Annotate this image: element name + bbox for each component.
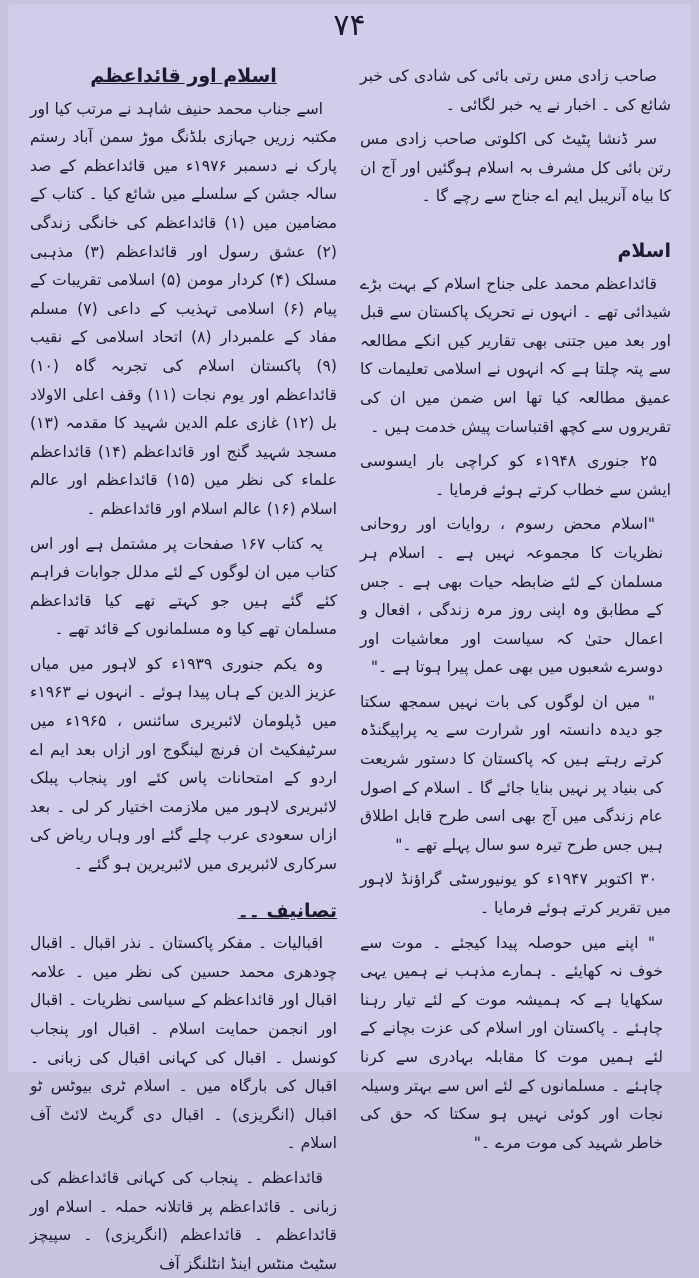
works-title: تصانیف ۔۔ bbox=[237, 899, 337, 922]
right-column bbox=[360, 62, 671, 1152]
speech-date-2: ۳۰ اکتوبر ۱۹۴۷ء کو یونیورسٹی گراؤنڈ لاہور میں تقریر کرتے ہوئے فرمایا ۔ bbox=[360, 870, 671, 918]
intro-paragraph: صاحب زادی مس رتی بائی کی شادی کی خبر شائع کی ۔ اخبار نے یہ خبر لگائی ۔ bbox=[360, 67, 671, 114]
book-summary: یہ کتاب ۱۶۷ صفحات پر مشتمل ہے اور اس کتاب میں ان لوگوں کے لئے مدلل جوابات فراہم کئے گئے ہیں جو کہتے تھے کیا قائداعظم مسلمان تھے کیا وہ مسلمانوں کے قائد تھے ۔ bbox=[30, 534, 337, 639]
book-title: اسلام اور قائداعظم bbox=[90, 65, 277, 87]
left-column bbox=[30, 62, 337, 1273]
author-biography: وہ یکم جنوری ۱۹۳۹ء کو لاہور میں میاں عزیز الدین کے ہاں پیدا ہوئے ۔ انہوں نے ۱۹۶۳ء میں ڈپلومان لائبریری سائنس ، ۱۹۶۵ء میں سرٹیفکیٹ ان فرنچ لینگوج اور ازاں بعد ایم اے اردو کے امتحانات پاس کئے اور پنجاب پبلک لائبریری لاہور میں ملازمت اختیار کر لی ۔ بعد ازاں سعودی عرب چلے گئے اور وہاں ریاض کی سرکاری لائبریری میں لائبریرین ہو گئے ۔ bbox=[30, 654, 337, 874]
speech-date-1: ۲۵ جنوری ۱۹۴۸ء کو کراچی بار ایسوسی ایشن سے خطاب کرتے ہوئے فرمایا ۔ bbox=[360, 452, 671, 499]
book-description: اسے جناب محمد حنیف شاہد نے مرتب کیا اور مکتبہ زریں جہازی بلڈنگ موڑ سمن آباد رستم پارک نے دسمبر ۱۹۷۶ء میں قائداعظم کے صد سالہ جشن کے سلسلے میں شائع کیا ۔ کتاب کے مضامین میں (۱) قائداعظم کی خانگی زندگی (۲) عشق رسول اور قائداعظم (۳) مذہبی مسلک (۴) کردار مومن (۵) اسلامی تقریبات کے پیام (۶) اسلامی تہذیب کے داعی (۷) مسلم مفاد کے علمبردار (۸) اتحاد اسلامی کے نقیب (۹) پاکستان اسلام کی تجربہ گاہ (۱۰) قائداعظم اور یوم نجات (۱۱) وقف اعلی الاولاد بل (۱۲) غازی علم الدین شہید کا مقدمہ (۱۳) مسجد شہید گنج اور قائداعظم (۱۴) قائداعظم علماء کی نظر میں (۱۵) قائداعظم اور عالم اسلام (۱۶) عالم اسلام اور قائداعظم ۔ bbox=[30, 99, 337, 518]
news-paragraph: سر ڈنشا پٹیٹ کی اکلوتی صاحب زادی مس رتن بائی کل مشرف بہ اسلام ہوگئیں اور آج ان کا بیاہ آنریبل ایم اے جناح سے رچے گا ۔ bbox=[360, 130, 671, 206]
page-number: ۷۴ bbox=[333, 8, 366, 43]
document-page bbox=[8, 4, 691, 1273]
works-iqbaliyat: اقبالیات ۔ مفکر پاکستان ۔ نذر اقبال ۔ اقبال چودھری محمد حسین کی نظر میں ۔ علامہ اقبال اور قائداعظم کے سیاسی نظریات ۔ اقبال اور انجمن حمایت اسلام ۔ اقبال اور پنجاب کونسل ۔ اقبال کی کہانی اقبال کی زبانی ۔ اقبال کی بارگاہ میں ۔ اسلام ٹری بیوٹس ٹو اقبال (انگریزی) ۔ اقبال دی گریٹ لائٹ آف اسلام ۔ bbox=[30, 934, 337, 1153]
islam-paragraph: قائداعظم محمد علی جناح اسلام کے بہت بڑے شیدائی تھے ۔ انہوں نے تحریک پاکستان سے قبل اور بعد میں جتنی بھی تقاریر کیں انکے مطالعہ سے پتہ چلتا ہے کہ انہوں نے اسلامی تعلیمات کا عمیق مطالعہ کیا تھا اس ضمن میں ان کی تقریروں سے کچھ اقتباسات پیش خدمت ہیں ۔ bbox=[360, 274, 671, 436]
quote-3: " اپنے میں حوصلہ پیدا کیجئے ۔ موت سے خوف نہ کھایئے ۔ ہمارے مذہب نے ہمیں یہی سکھایا ہے کہ ہمیشہ موت کے لئے تیار رہنا چاہئے ۔ پاکستان اور اسلام کی عزت بچانے کے لئے ہمیں موت کا مقابلہ بہادری سے کرنا چاہئے ۔ مسلمانوں کے لئے اس سے بہتر وسیلہ نجات اور کوئی نہیں ہو سکتا کہ حق کی خاطر شہید کی موت مرے ۔" bbox=[360, 933, 663, 1152]
quote-2: " میں ان لوگوں کی بات نہیں سمجھ سکتا جو دیدہ دانستہ اور شرارت سے یہ پراپیگنڈہ کرتے رہتے ہیں کہ پاکستان کا دستور شریعت کی بنیاد پر نہیں بنایا جائے گا ۔ اسلام کے اصول عام زندگی میں آج بھی اسی طرح قابل اطلاق ہیں جس طرح تیرہ سو سال پہلے تھے ۔" bbox=[360, 692, 663, 854]
section-title-islam: اسلام bbox=[617, 239, 671, 262]
quote-1: "اسلام محض رسوم ، روایات اور روحانی نظریات کا مجموعہ نہیں ہے ۔ اسلام ہر مسلمان کے لئے ضابطہ حیات بھی ہے ۔ جس کے مطابق وہ اپنی روز مرہ زندگی ، افعال و اعمال حتیٰ کہ سیاست اور معاشیات اور دوسرے شعبوں میں بھی عمل پیرا ہوتا ہے ۔" bbox=[360, 515, 663, 677]
works-quaid: قائداعظم ۔ پنجاب کی کہانی قائداعظم کی زبانی ۔ قائداعظم پر قاتلانہ حملہ ۔ اسلام اور قائداعظم ۔ قائداعظم (انگریزی) ۔ سپیچز سٹیٹ منٹس اینڈ انٹلنگز آف bbox=[30, 1168, 337, 1273]
